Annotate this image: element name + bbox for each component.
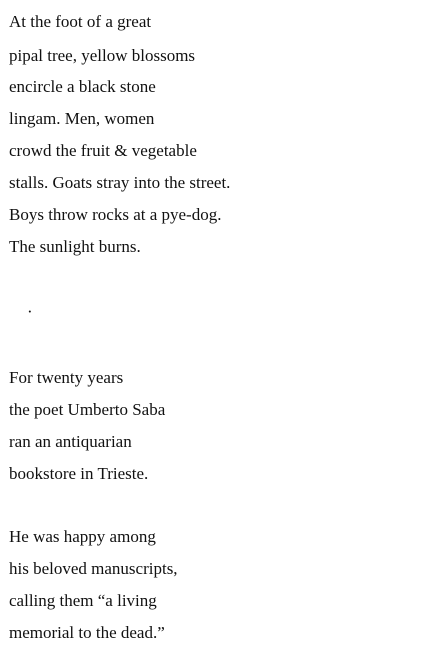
poem-line: ran an antiquarian (9, 432, 132, 451)
poem-line: At the foot of a great (9, 12, 152, 31)
poem-line: He was happy among (9, 527, 156, 546)
poem-line: calling them “a living (9, 591, 157, 610)
section-separator: · (27, 302, 33, 321)
poem-line: stalls. Goats stray into the street. (9, 173, 231, 192)
poem-line: lingam. Men, women (9, 109, 155, 128)
poem-line: crowd the fruit & vegetable (9, 141, 197, 160)
poem-line: encircle a black stone (9, 77, 156, 96)
poem-line: bookstore in Trieste. (9, 464, 149, 483)
poem-line: pipal tree, yellow blossoms (9, 46, 196, 65)
poem-line: his beloved manuscripts, (9, 559, 178, 578)
poem-line: the poet Umberto Saba (9, 400, 166, 419)
poem-line: Boys throw rocks at a pye-dog. (9, 205, 222, 224)
poem-line: memorial to the dead.” (9, 623, 165, 642)
poem-line: For twenty years (9, 368, 124, 387)
poem-line: The sunlight burns. (9, 237, 141, 256)
